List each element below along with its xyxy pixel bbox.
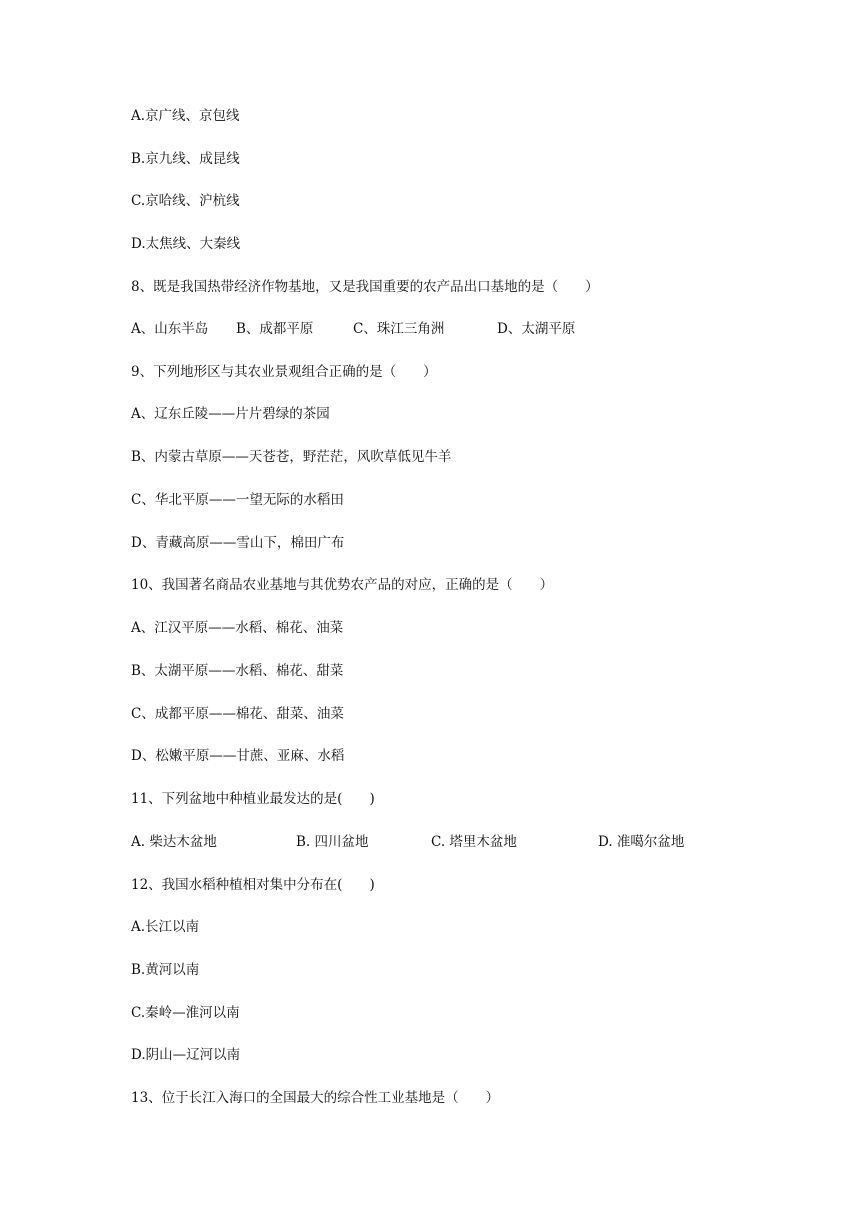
q7-option-c: C.京哈线、沪杭线 <box>131 193 240 209</box>
question-9: 9、下列地形区与其农业景观组合正确的是（ ） <box>131 364 437 380</box>
question-10: 10、我国著名商品农业基地与其优势农产品的对应，正确的是（ ） <box>131 577 554 593</box>
q10-option-b: B、太湖平原——水稻、棉花、甜菜 <box>131 663 344 679</box>
q11-option-b: B. 四川盆地 <box>296 834 369 850</box>
q10-option-d: D、松嫩平原——甘蔗、亚麻、水稻 <box>131 748 345 764</box>
q7-option-d: D.太焦线、大秦线 <box>131 236 241 252</box>
q7-option-a: A.京广线、京包线 <box>131 108 240 124</box>
q11-option-d: D. 准噶尔盆地 <box>598 834 685 850</box>
q11-option-c: C. 塔里木盆地 <box>431 834 517 850</box>
q8-option-d: D、太湖平原 <box>497 321 576 337</box>
q12-option-b: B.黄河以南 <box>131 962 200 978</box>
q9-option-a: A、辽东丘陵——片片碧绿的茶园 <box>131 406 330 422</box>
q8-option-a: A、山东半岛 <box>131 321 209 337</box>
q10-option-c: C、成都平原——棉花、甜菜、油菜 <box>131 706 344 722</box>
q12-option-a: A.长江以南 <box>131 919 200 935</box>
q9-option-b: B、内蒙古草原——天苍苍，野茫茫，风吹草低见牛羊 <box>131 449 452 465</box>
q8-option-c: C、珠江三角洲 <box>353 321 445 337</box>
question-12: 12、我国水稻种植相对集中分布在( ) <box>131 877 375 893</box>
q9-option-d: D、青藏高原——雪山下，棉田广布 <box>131 535 345 551</box>
question-8: 8、既是我国热带经济作物基地，又是我国重要的农产品出口基地的是（ ） <box>131 279 599 295</box>
q8-options-row <box>131 320 731 338</box>
q7-option-b: B.京九线、成昆线 <box>131 151 240 167</box>
q8-option-b: B、成都平原 <box>236 321 314 337</box>
q11-options-row <box>131 833 731 851</box>
q9-option-c: C、华北平原——一望无际的水稻田 <box>131 492 344 508</box>
q12-option-c: C.秦岭—淮河以南 <box>131 1005 240 1021</box>
q11-option-a: A. 柴达木盆地 <box>131 834 217 850</box>
q12-option-d: D.阴山—辽河以南 <box>131 1047 241 1063</box>
question-11: 11、下列盆地中种植业最发达的是( ) <box>131 791 375 807</box>
question-13: 13、位于长江入海口的全国最大的综合性工业基地是（ ） <box>131 1090 500 1106</box>
q10-option-a: A、江汉平原——水稻、棉花、油菜 <box>131 620 344 636</box>
